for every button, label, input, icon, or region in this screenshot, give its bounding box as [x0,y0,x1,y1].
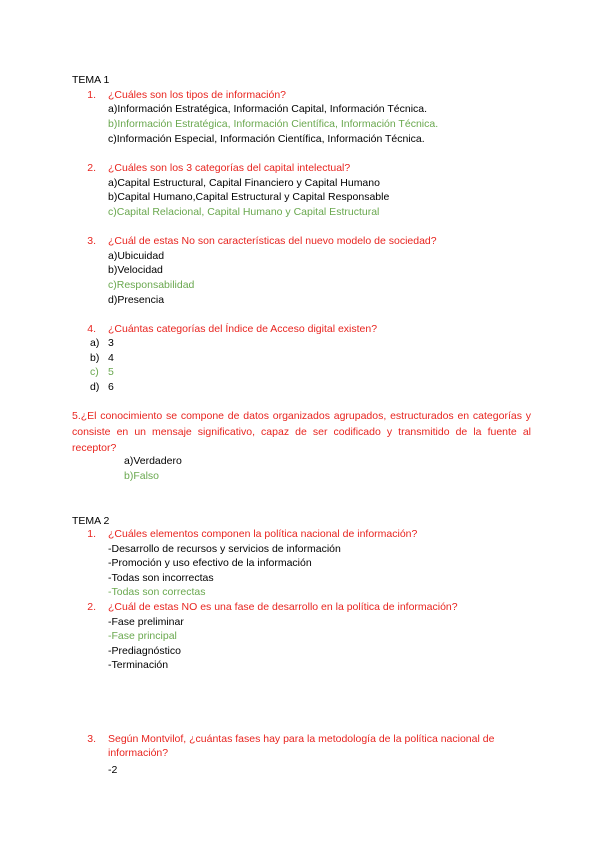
tema1-q5-option-b-correct: b)Falso [124,470,160,482]
tema1-q2-question: ¿Cuáles son los 3 categorías del capital intelectual? [108,162,351,174]
tema2-title: TEMA 2 [72,515,110,527]
tema1-title: TEMA 1 [72,74,110,86]
tema1-q4-option-d-letter: d) [90,381,100,393]
tema1-q4-option-b-value: 4 [108,352,114,364]
tema1-q1-option-a: a)Información Estratégica, Información Capital, Información Técnica. [108,103,428,115]
tema2-q1-number: 1. [87,528,96,540]
tema1-q4-option-a-value: 3 [108,337,114,349]
tema1-q4-option-b-letter: b) [90,352,100,364]
tema1-q2-option-c-correct: c)Capital Relacional, Capital Humano y Capital Estructural [108,206,380,218]
tema2-q2-option-4: -Terminación [108,659,169,671]
tema2-q1-option-1: -Desarrollo de recursos y servicios de información [108,543,341,555]
tema1-q3-number: 3. [87,235,96,247]
tema2-q1-option-3: -Todas son incorrectas [108,572,214,584]
tema1-q4-option-a-letter: a) [90,337,100,349]
tema1-q3-option-c-correct: c)Responsabilidad [108,279,195,291]
tema1-q4-option-c-value-correct: 5 [108,366,114,378]
tema2-q2-option-3: -Prediagnóstico [108,645,181,657]
tema2-q2-question: ¿Cuál de estas NO es una fase de desarrollo en la política de información? [108,601,458,613]
tema2-q2-option-1: -Fase preliminar [108,616,184,628]
tema1-q5-question: 5.¿El conocimiento se compone de datos organizados agrupados, estructurados en categorías y consiste en un mensaje significativo, capaz de ser codificado y transmitido de la fuente al receptor? [72,410,531,454]
tema2-q1-option-2: -Promoción y uso efectivo de la información [108,557,312,569]
tema1-q4-option-d-value: 6 [108,381,114,393]
tema2-q2-number: 2. [87,601,96,613]
tema1-q2-option-a: a)Capital Estructural, Capital Financiero y Capital Humano [108,177,380,189]
tema1-q1-number: 1. [87,89,96,101]
tema1-q4-question: ¿Cuántas categorías del Índice de Acceso digital existen? [108,323,378,335]
tema1-q1-question: ¿Cuáles son los tipos de información? [108,89,287,101]
tema1-q3-option-a: a)Ubicuidad [108,250,165,262]
tema1-q3-option-b: b)Velocidad [108,264,163,276]
tema1-q3-question: ¿Cuál de estas No son características del nuevo modelo de sociedad? [108,235,437,247]
tema1-q2-option-b: b)Capital Humano,Capital Estructural y Capital Responsable [108,191,390,203]
tema1-q1-option-b-correct: b)Información Estratégica, Información Científica, Información Técnica. [108,118,439,130]
tema2-q3-question-line2: información? [108,747,169,759]
tema2-q1-option-4-correct: -Todas son correctas [108,586,206,598]
tema2-q3-question-line1: Según Montvilof, ¿cuántas fases hay para la metodología de la política nacional de [108,733,495,745]
tema1-q2-number: 2. [87,162,96,174]
tema1-q4-option-c-letter-correct: c) [90,366,99,378]
tema2-q3-answer: -2 [108,764,118,776]
tema1-q3-option-d: d)Presencia [108,294,165,306]
tema1-q4-number: 4. [87,323,96,335]
tema2-q3-number: 3. [87,733,96,745]
tema1-q5-option-a: a)Verdadero [124,455,182,467]
tema2-q1-question: ¿Cuáles elementos componen la política nacional de información? [108,528,418,540]
tema2-q2-option-2-correct: -Fase principal [108,630,177,642]
tema1-q1-option-c: c)Información Especial, Información Científica, Información Técnica. [108,133,425,145]
